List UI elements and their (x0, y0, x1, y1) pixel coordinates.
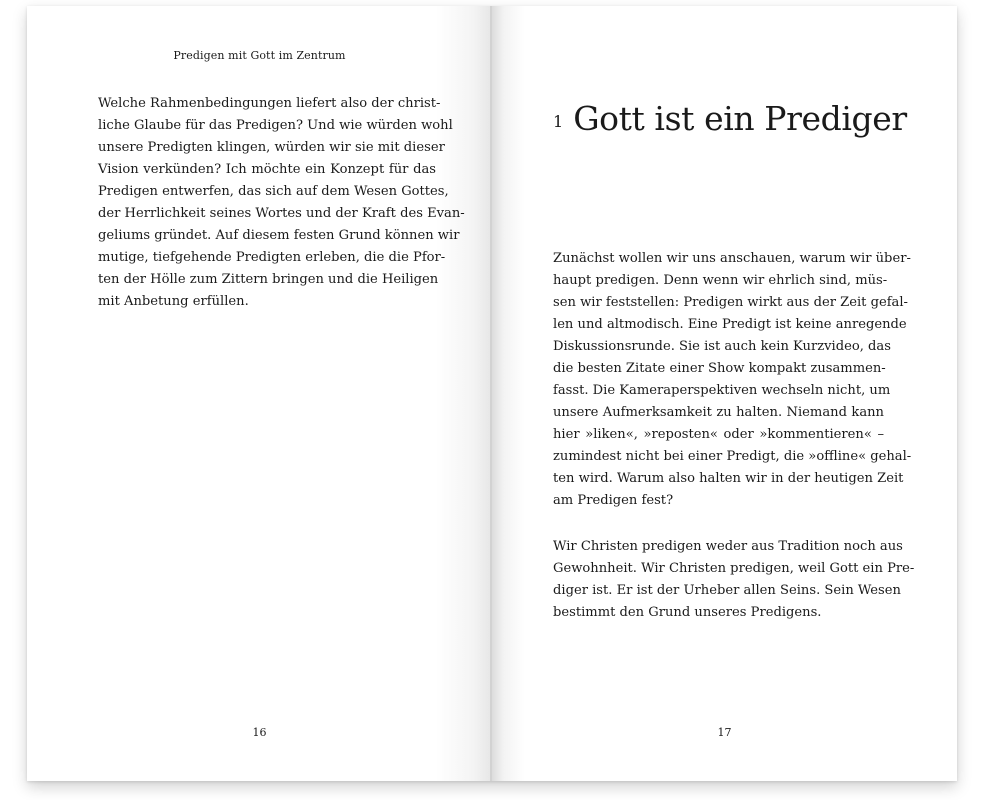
text-line: die besten Zitate einer Show kompakt zusammen- (553, 361, 886, 376)
text-line: unsere Predigten klingen, würden wir sie mit dieser (98, 140, 445, 155)
chapter-number: 1 (553, 112, 564, 131)
text-line: Vision verkünden? Ich möchte ein Konzept für das (98, 162, 436, 177)
text-line: Welche Rahmenbedingungen liefert also der christ- (98, 96, 441, 111)
text-line: zumindest nicht bei einer Predigt, die »offline« gehal- (553, 449, 912, 464)
text-line: bestimmt den Grund unseres Predigens. (553, 605, 822, 620)
text-line: haupt predigen. Denn wenn wir ehrlich sind, müs- (553, 273, 888, 288)
text-line: diger ist. Er ist der Urheber allen Seins. Sein Wesen (553, 583, 901, 598)
text-line: der Herrlichkeit seines Wortes und der Kraft des Evan- (98, 206, 465, 221)
text-line: liche Glaube für das Predigen? Und wie würden wohl (98, 118, 453, 133)
text-line: Diskussionsrunde. Sie ist auch kein Kurzvideo, das (553, 339, 891, 354)
text-line: mutige, tiefgehende Predigten erleben, die die Pfor- (98, 250, 446, 265)
text-line: Zunächst wollen wir uns anschauen, warum wir über- (553, 251, 911, 266)
text-line: unsere Aufmerksamkeit zu halten. Niemand kann (553, 405, 884, 420)
text-line: hier »liken«, »reposten« oder »kommentieren« – (553, 427, 884, 442)
text-line: Gewohnheit. Wir Christen predigen, weil Gott ein Pre- (553, 561, 915, 576)
right-paragraph-2 (553, 536, 915, 624)
right-paragraph-1 (553, 248, 912, 512)
running-head: Predigen mit Gott im Zentrum (173, 49, 346, 62)
text-line: am Predigen fest? (553, 493, 674, 508)
left-paragraph (98, 93, 465, 313)
text-line: geliums gründet. Auf diesem festen Grund können wir (98, 228, 460, 243)
chapter-title: Gott ist ein Prediger (573, 99, 907, 138)
text-line: mit Anbetung erfüllen. (98, 294, 249, 309)
text-line: fasst. Die Kameraperspektiven wechseln nicht, um (553, 383, 891, 398)
text-line: sen wir feststellen: Predigen wirkt aus der Zeit gefal- (553, 295, 908, 310)
chapter-heading (553, 96, 907, 142)
text-line: Predigen entwerfen, das sich auf dem Wesen Gottes, (98, 184, 449, 199)
page-number-right: 17 (717, 726, 732, 739)
left-page (27, 6, 492, 781)
text-line: Wir Christen predigen weder aus Tradition noch aus (553, 539, 903, 554)
text-line: len und altmodisch. Eine Predigt ist keine anregende (553, 317, 907, 332)
page-number-left: 16 (252, 726, 267, 739)
book-gutter (490, 6, 492, 781)
book-spread (27, 6, 957, 781)
text-line: ten der Hölle zum Zittern bringen und die Heiligen (98, 272, 439, 287)
right-page (492, 6, 957, 781)
text-line: ten wird. Warum also halten wir in der heutigen Zeit (553, 471, 904, 486)
